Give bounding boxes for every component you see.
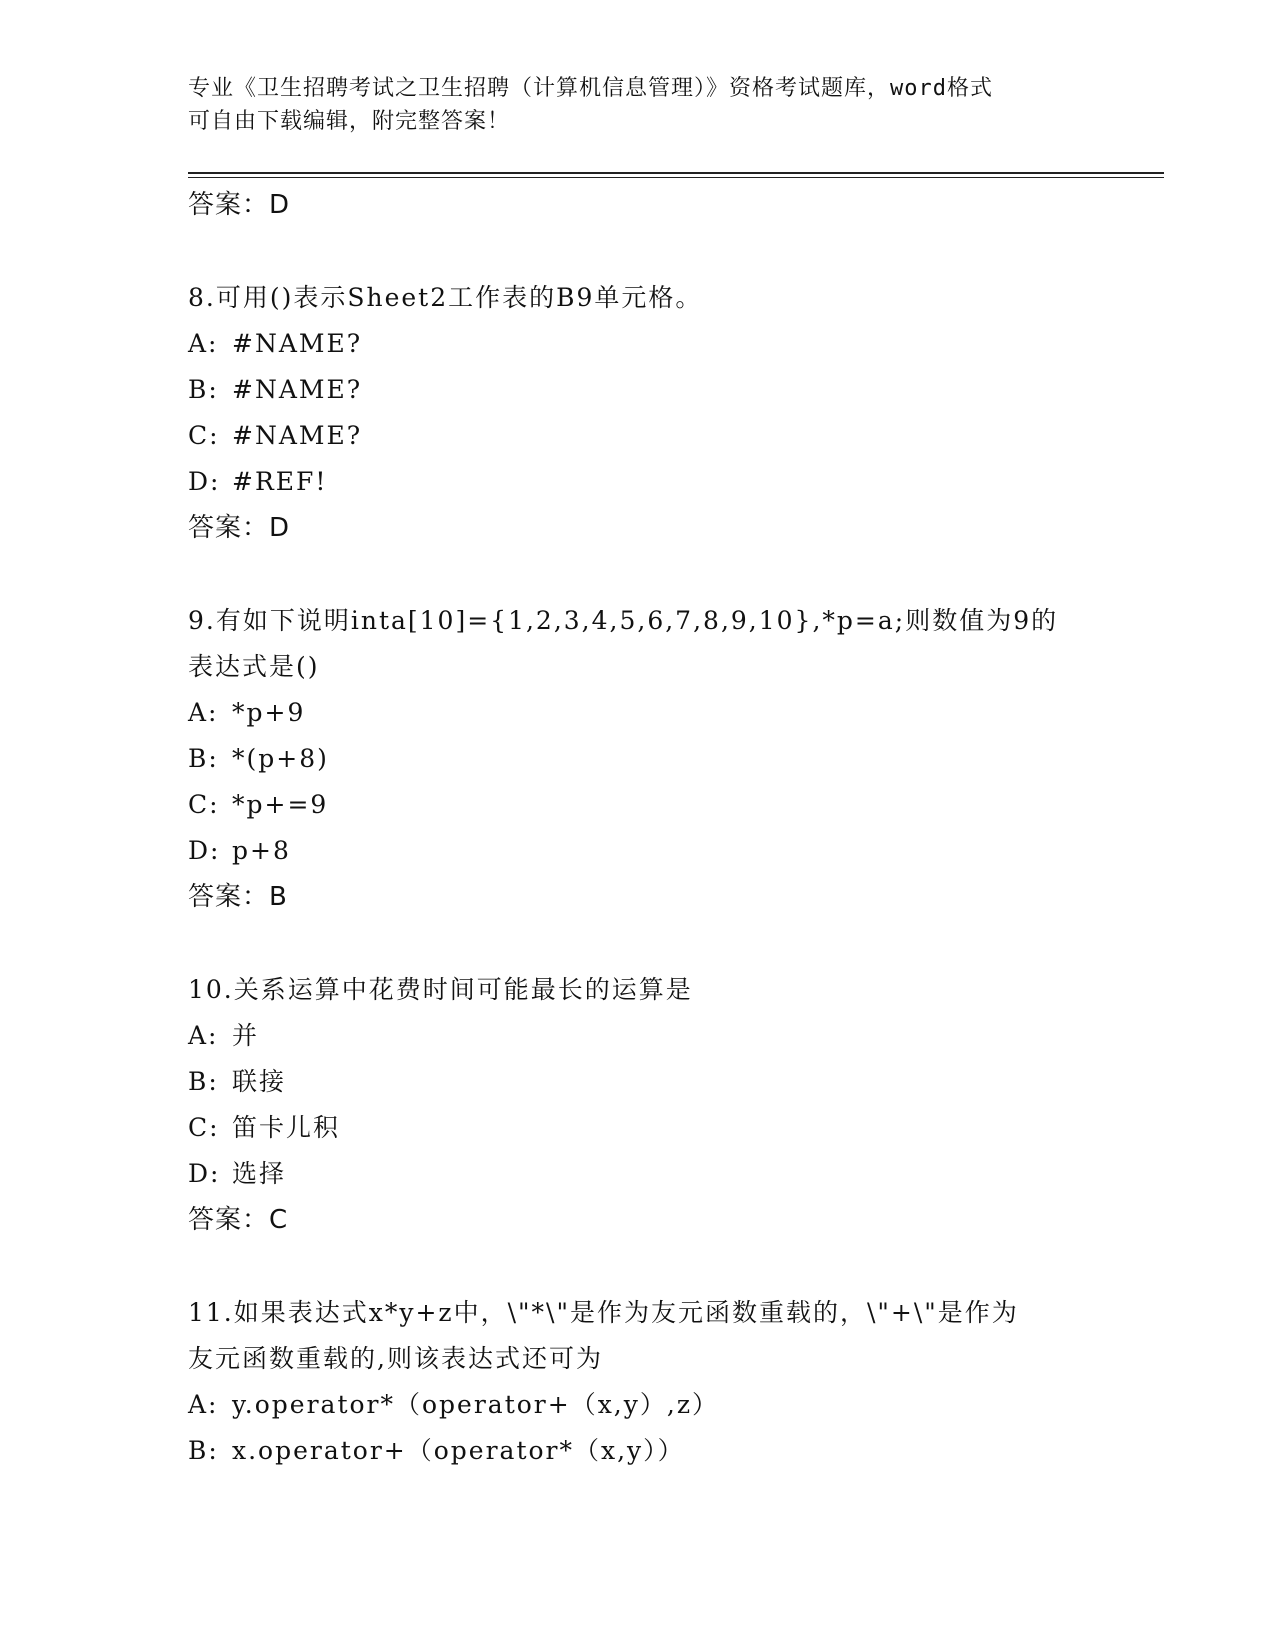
header-title-line1: 专业《卫生招聘考试之卫生招聘（计算机信息管理）》资格考试题库，word格式	[188, 76, 993, 101]
option-a: A: 并	[188, 1021, 260, 1050]
option-b: B: 联接	[188, 1067, 287, 1096]
option-d: D: p+8	[188, 836, 291, 865]
question-10	[188, 967, 1168, 1243]
question-text-continued: 表达式是()	[188, 652, 320, 681]
document-header	[188, 72, 1168, 138]
option-c: C: *p+=9	[188, 790, 329, 819]
document-page	[188, 72, 1168, 1474]
answer-label: 答案：D	[188, 190, 291, 220]
question-11	[188, 1290, 1168, 1474]
option-a: A: #NAME?	[188, 329, 363, 358]
header-title-line2: 可自由下载编辑，附完整答案！	[188, 109, 511, 134]
question-9	[188, 598, 1168, 920]
option-d: D: #REF!	[188, 467, 328, 496]
option-b: B: x.operator+（operator*（x,y））	[188, 1436, 685, 1465]
question-text: 11.如果表达式x*y+z中，\"*\"是作为友元函数重载的，\"+\"是作为	[188, 1298, 1019, 1327]
option-a: A: y.operator*（operator+（x,y）,z）	[188, 1390, 719, 1419]
question-text: 10.关系运算中花费时间可能最长的运算是	[188, 975, 693, 1004]
question-8	[188, 275, 1168, 551]
header-divider	[188, 172, 1164, 178]
answer-label: 答案：C	[188, 1205, 289, 1235]
answer-label: 答案：B	[188, 882, 288, 912]
option-b: B: *(p+8)	[188, 744, 329, 773]
option-c: C: 笛卡儿积	[188, 1113, 341, 1142]
question-text: 8.可用()表示Sheet2工作表的B9单元格。	[188, 283, 703, 312]
question-text-continued: 友元函数重载的,则该表达式还可为	[188, 1344, 603, 1373]
option-b: B: #NAME?	[188, 375, 363, 404]
question-text: 9.有如下说明inta[10]={1,2,3,4,5,6,7,8,9,10},*p=a;则数值为9的	[188, 606, 1059, 635]
option-d: D: 选择	[188, 1159, 287, 1188]
answer-label: 答案：D	[188, 513, 291, 543]
option-c: C: #NAME?	[188, 421, 363, 450]
option-a: A: *p+9	[188, 698, 306, 727]
